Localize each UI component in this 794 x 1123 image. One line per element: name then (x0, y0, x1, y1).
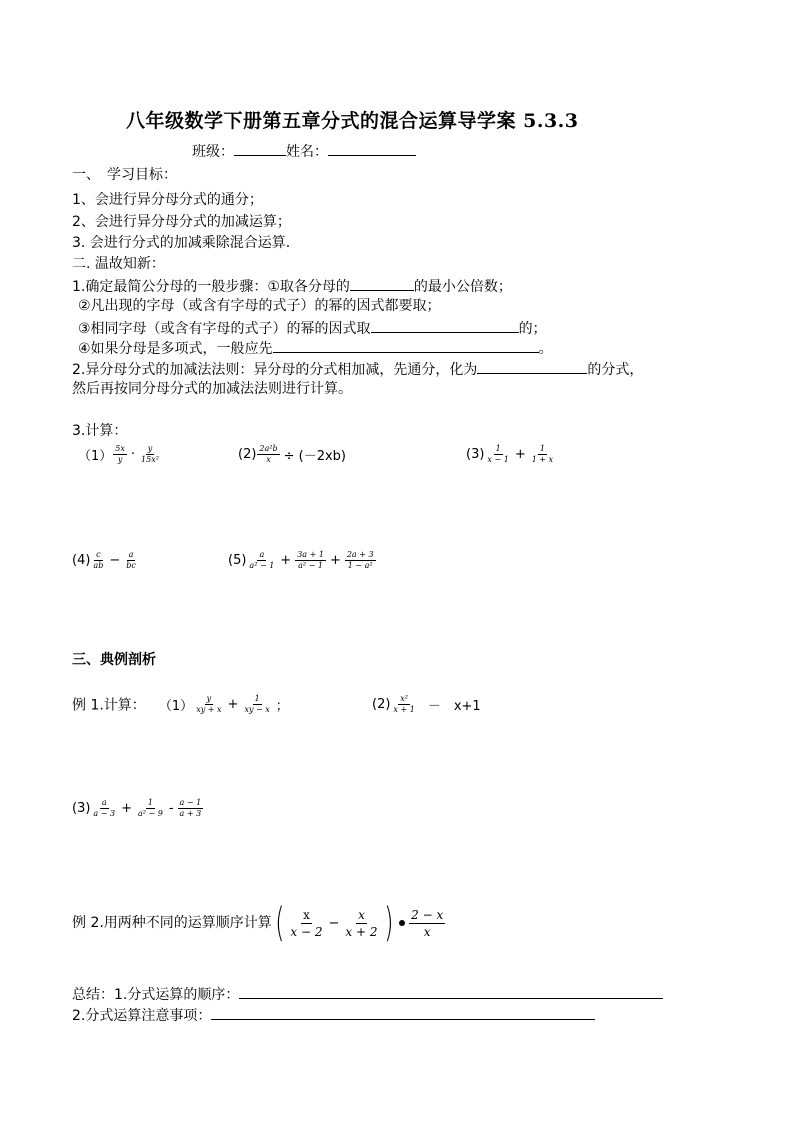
operator: + (329, 553, 341, 568)
numerator: a − 1 (179, 798, 202, 807)
operator: + (121, 801, 132, 816)
example-2-label: 例 2.用两种不同的运算顺序计算 (72, 915, 272, 931)
class-blank[interactable] (234, 141, 286, 156)
calc-heading: 3.计算： (72, 423, 128, 439)
review-line-4 (78, 338, 553, 358)
class-label: 班级： (192, 144, 234, 160)
name-blank[interactable] (328, 141, 416, 156)
review-line-4-tail: 。 (538, 341, 553, 357)
denominator: 1 − a² (347, 561, 373, 570)
problem-2 (238, 444, 349, 465)
fraction (485, 444, 510, 465)
denominator: x + 2 (345, 924, 378, 939)
denominator: a² − 1 (298, 561, 323, 570)
review-line-5-tail: 的分式， (587, 362, 644, 378)
problem-3 (466, 444, 556, 465)
denominator: x + 1 (393, 705, 415, 714)
operator: − (328, 915, 340, 931)
example-1-part-2 (372, 694, 484, 715)
denominator: x (266, 455, 271, 464)
review-line-1 (72, 276, 512, 296)
summary-blank-1[interactable] (239, 984, 663, 999)
denominator: a² − 9 (137, 809, 163, 818)
fraction (124, 550, 138, 571)
goal-3: 3. 会进行分式的加减乘除混合运算. (72, 235, 291, 251)
fraction (242, 694, 271, 715)
summary-line-1 (72, 984, 663, 1004)
goal-2: 2、会进行异分母分式的加减运算； (72, 214, 291, 230)
example-1-part-2-label: (2) (372, 697, 391, 712)
summary-line-2-text: 2.分式运算注意事项： (72, 1008, 212, 1024)
blank-2[interactable] (371, 318, 519, 333)
denominator: x (423, 924, 431, 939)
summary-line-1-text: 总结：1.分式运算的顺序： (72, 987, 240, 1003)
numerator: y (147, 444, 153, 453)
example-1-part-3-label: (3) (72, 801, 91, 816)
fraction (247, 550, 276, 571)
review-line-1-tail: 的最小公倍数； (413, 279, 512, 295)
section1-heading: 一、 学习目标： (72, 167, 177, 183)
fraction (91, 798, 117, 819)
denominator: x − 1 (487, 455, 509, 464)
fraction (91, 550, 105, 571)
review-line-3-tail: 的； (518, 321, 547, 337)
fraction (343, 907, 379, 940)
denominator: bc (126, 561, 136, 570)
operator: − (109, 553, 121, 568)
fraction (178, 798, 204, 819)
fraction (288, 907, 324, 940)
problem-5 (228, 550, 377, 571)
denominator: a + 3 (179, 809, 202, 818)
numerator: a (101, 798, 107, 807)
denominator: ab (93, 561, 104, 570)
numerator: 3a + 1 (297, 550, 324, 559)
fraction (113, 444, 127, 465)
numerator: 1 (539, 444, 545, 453)
blank-4[interactable] (477, 359, 587, 374)
example-1-label: 例 1.计算： (72, 697, 146, 714)
page-title: 八年级数学下册第五章分式的混合运算导学案 5.3.3 (126, 110, 579, 132)
section2-heading: 二. 温故知新： (72, 256, 165, 272)
denominator: a − 3 (93, 809, 116, 818)
blank-3[interactable] (273, 338, 539, 353)
fraction (295, 550, 326, 571)
operator: · (130, 447, 136, 462)
numerator: 2 − x (411, 907, 444, 922)
fraction (391, 694, 416, 715)
numerator: 2a + 3 (346, 550, 374, 559)
denominator: 1 + x (531, 455, 554, 464)
numerator: 1 (495, 444, 501, 453)
summary-line-2 (72, 1005, 595, 1025)
operator: + (280, 553, 292, 568)
problem-5-label: (5) (228, 553, 247, 568)
example-1-part-1-label: （1） (158, 699, 194, 714)
denominator: a² − 1 (249, 561, 275, 570)
review-line-4-text: ④如果分母是多项式，一般应先 (78, 341, 273, 357)
numerator: x (358, 907, 365, 922)
fraction (257, 444, 279, 465)
fraction (530, 444, 555, 465)
fraction (194, 694, 223, 715)
denominator: xy − x (244, 705, 270, 714)
review-line-3 (78, 318, 547, 338)
left-paren: ( (274, 900, 285, 946)
numerator: c (96, 550, 101, 559)
right-paren: ) (383, 900, 394, 946)
review-line-6: 然后再按同分母分式的加减法法则进行计算。 (72, 381, 352, 397)
multiply-dot (399, 920, 405, 926)
numerator: 1 (147, 798, 153, 807)
denominator: xy + x (196, 705, 222, 714)
problem-4-label: (4) (72, 553, 91, 568)
problem-3-label: (3) (466, 447, 485, 462)
operator: + (227, 697, 239, 712)
section3-heading: 三、典例剖析 (72, 652, 156, 668)
problem-2-label: (2) (238, 447, 257, 462)
blank-1[interactable] (350, 276, 414, 291)
name-label: 姓名： (286, 144, 328, 160)
fraction (139, 444, 161, 465)
goal-1: 1、会进行异分母分式的通分； (72, 192, 263, 208)
separator: ； (275, 699, 289, 714)
class-name-line (192, 141, 416, 161)
numerator: y (206, 694, 212, 703)
problem-1-label: （1） (78, 449, 113, 464)
review-line-3-text: ③相同字母（或含有字母的式子）的幂的因式取 (78, 321, 371, 337)
numerator: x (303, 907, 310, 922)
numerator: x² (400, 694, 408, 703)
fraction (345, 550, 376, 571)
review-line-1-text: 1.确定最简公分母的一般步骤：①取各分母的 (72, 279, 350, 295)
problem-4 (72, 550, 139, 571)
fraction (409, 907, 445, 940)
example-1 (72, 694, 292, 715)
numerator: 5x (115, 444, 125, 453)
review-line-2: ②凡出现的字母（或含有字母的式子）的幂的因式都要取； (78, 298, 441, 314)
numerator: 1 (254, 694, 260, 703)
summary-blank-2[interactable] (211, 1005, 595, 1020)
denominator: x − 2 (290, 924, 323, 939)
fraction (136, 798, 165, 819)
denominator: y (117, 455, 123, 464)
numerator: a (259, 550, 265, 559)
problem-1 (78, 444, 162, 465)
expression-tail: － x+1 (427, 699, 481, 714)
review-line-5 (72, 359, 643, 379)
review-line-5-text: 2.异分母分式的加减法法则：异分母的分式相加减，先通分，化为 (72, 362, 478, 378)
denominator: 15x² (141, 455, 159, 464)
example-2 (72, 900, 446, 946)
operator: - (168, 801, 174, 816)
operator: + (514, 447, 526, 462)
expression-tail: ÷ (－2xb) (283, 449, 346, 464)
example-1-part-3 (72, 798, 204, 819)
numerator: a (128, 550, 134, 559)
numerator: 2a²b (259, 444, 278, 453)
